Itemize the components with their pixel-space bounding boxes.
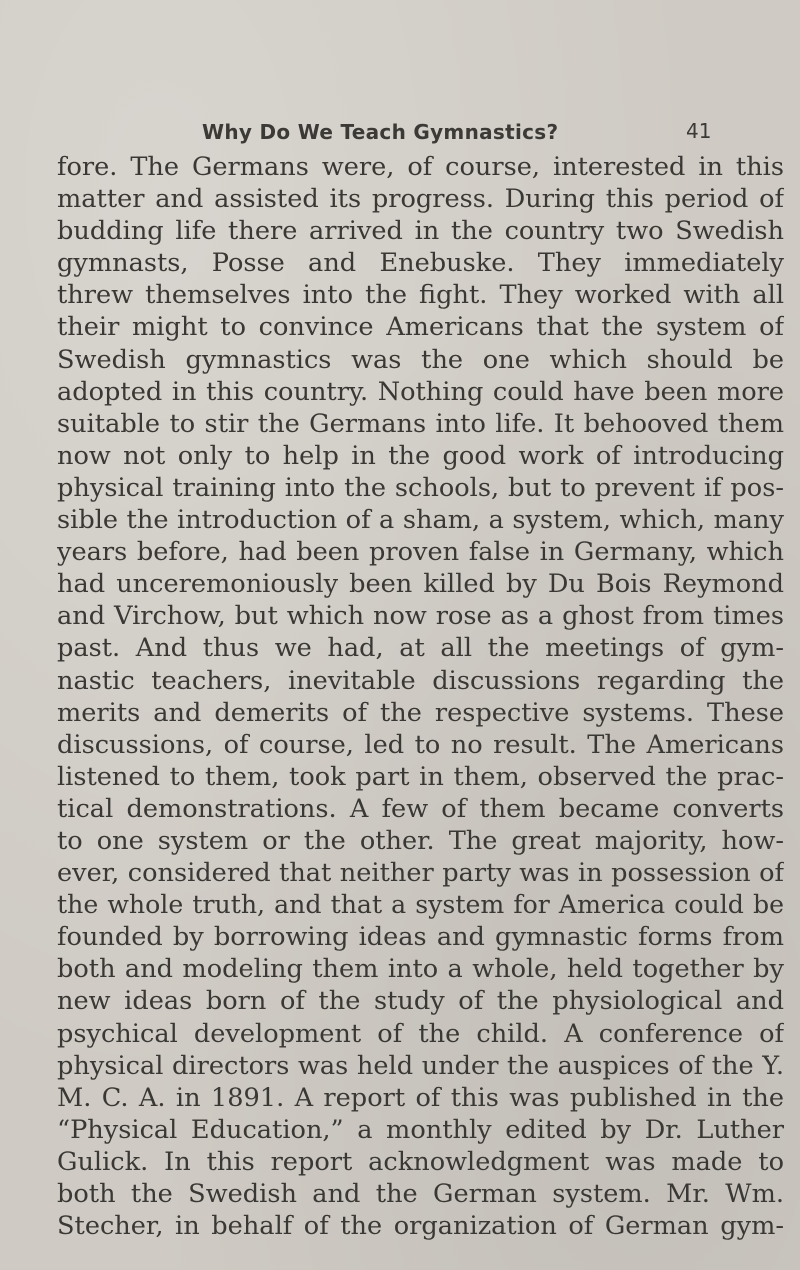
text-line: listened to them, took part in them, observed the prac- (57, 761, 784, 792)
text-line: budding life there arrived in the country two Swedish (57, 216, 784, 247)
text-line: discussions, of course, led to no result. The Americans (57, 729, 784, 760)
text-line: now not only to help in the good work of introducing (57, 440, 784, 471)
text-line: past. And thus we had, at all the meetings of gym- (57, 633, 784, 664)
running-title: Why Do We Teach Gymnastics? (202, 120, 559, 144)
text-line: both and modeling them into a whole, held together by (57, 954, 784, 985)
text-line: ever, considered that neither party was in possession of (57, 858, 784, 889)
text-line: threw themselves into the fight. They worked with all (57, 280, 784, 311)
text-line: M. C. A. in 1891. A report of this was published in the (57, 1082, 784, 1113)
text-line: gymnasts, Posse and Enebuske. They immediately (57, 248, 784, 279)
text-line: new ideas born of the study of the physiological and (57, 986, 784, 1017)
text-line: the whole truth, and that a system for America could be (57, 890, 784, 920)
text-line: psychical development of the child. A conference of (57, 1018, 784, 1049)
text-line: founded by borrowing ideas and gymnastic forms from (57, 922, 784, 953)
body-text (57, 151, 784, 1242)
text-line: Stecher, in behalf of the organization of German gym- (57, 1211, 784, 1242)
text-line: nastic teachers, inevitable discussions regarding the (57, 665, 784, 696)
text-line: fore. The Germans were, of course, interested in this (57, 152, 784, 182)
text-line: “Physical Education,” a monthly edited by Dr. Luther (57, 1114, 784, 1145)
text-line: merits and demerits of the respective systems. These (57, 697, 784, 728)
text-line: suitable to stir the Germans into life. It behooved them (57, 408, 784, 439)
text-line: and Virchow, but which now rose as a ghost from times (57, 601, 784, 632)
text-line: both the Swedish and the German system. Mr. Wm. (57, 1179, 784, 1209)
text-line: had unceremoniously been killed by Du Bois Reymond (57, 569, 784, 600)
text-line: physical directors was held under the auspices of the Y. (57, 1050, 784, 1081)
text-line: matter and assisted its progress. During this period of (57, 184, 784, 215)
text-line: Swedish gymnastics was the one which should be (57, 344, 784, 375)
text-line: to one system or the other. The great majority, how- (57, 825, 784, 856)
text-line: sible the introduction of a sham, a system, which, many (57, 505, 784, 536)
text-line: physical training into the schools, but to prevent if pos- (57, 472, 784, 503)
text-line: their might to convince Americans that the system of (57, 312, 784, 343)
text-line: Gulick. In this report acknowledgment was made to (57, 1146, 784, 1177)
text-line: adopted in this country. Nothing could have been more (57, 376, 784, 407)
text-line: tical demonstrations. A few of them became converts (57, 793, 784, 824)
page-number: 41 (686, 119, 712, 143)
text-line: years before, had been proven false in Germany, which (57, 537, 784, 568)
